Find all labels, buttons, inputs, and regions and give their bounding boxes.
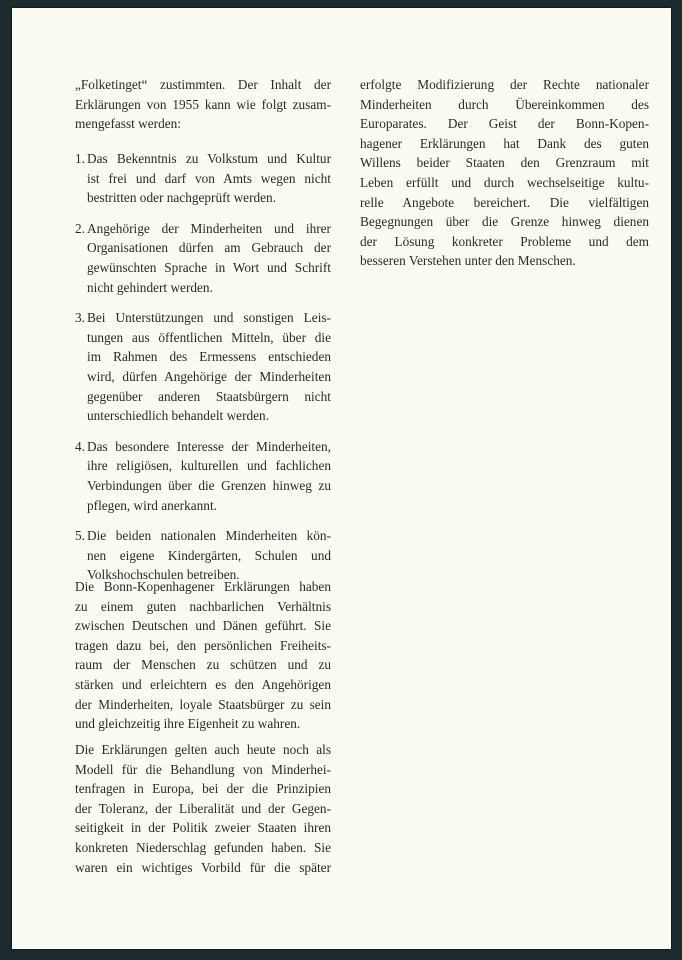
list-item: [75, 437, 331, 515]
document-page: [12, 8, 671, 949]
text-line: konkreten Niederschlag gefunden haben. Sie: [75, 839, 331, 855]
text-line: relle Angebote bereichert. Die vielfältigen: [360, 194, 649, 210]
text-line: seitigkeit in der Politik zweier Staaten ihren: [75, 820, 331, 836]
paragraph-relations: [75, 577, 331, 734]
text-line: erfolgte Modifizierung der Rechte nationaler: [360, 77, 649, 92]
text-line: gewünschten Sprache in Wort und Schrift: [87, 259, 331, 275]
right-column-paragraph: [360, 75, 649, 271]
list-number: 4.: [75, 438, 85, 454]
text-line: hagener Erklärungen hat Dank des guten: [360, 135, 649, 151]
text-line: besseren Verstehen unter den Menschen.: [360, 253, 576, 269]
text-line: Leben erfüllt und durch wechselseitige kultu-: [360, 174, 649, 190]
text-line: unterschiedlich behandelt werden.: [87, 408, 270, 424]
text-line: Das Bekenntnis zu Volkstum und Kultur: [87, 151, 331, 166]
text-line: der Toleranz, der Liberalität und der Gegen-: [75, 800, 331, 816]
text-line: Organisationen dürfen am Gebrauch der: [87, 240, 331, 256]
list-number: 3.: [75, 310, 85, 326]
text-line: Verbindungen über die Grenzen hinweg zu: [87, 477, 331, 493]
text-line: Bei Unterstützungen und sonstigen Leis-: [87, 310, 331, 326]
list-item: [75, 219, 331, 297]
text-line: Europarates. Der Geist der Bonn-Kopen-: [360, 116, 649, 132]
text-line: zu einem guten nachbarlichen Verhältnis: [75, 598, 331, 614]
text-line: der Lösung konkreter Probleme und dem: [360, 233, 649, 249]
text-line: Die Bonn-Kopenhagener Erklärungen haben: [75, 579, 331, 594]
text-line: tungen aus öffentlichen Mitteln, über die: [87, 329, 331, 345]
text-line: ist frei und darf von Amts wegen nicht: [87, 170, 331, 186]
text-line: Die Erklärungen gelten auch heute noch als: [75, 742, 331, 757]
text-line: stärken und erleichtern es den Angehörigen: [75, 676, 331, 692]
text-line: zwischen Deutschen und Dänen geführt. Sie: [75, 618, 331, 634]
list-number: 2.: [75, 220, 85, 236]
text-line: tenfragen in Europa, bei der die Prinzipien: [75, 781, 331, 797]
intro-paragraph: [75, 75, 331, 134]
text-line: Modell für die Behandlung von Minderhei-: [75, 761, 331, 777]
text-line: gegenüber anderen Staatsbürgern nicht: [87, 388, 331, 404]
text-line: „Folketinget“ zustimmten. Der Inhalt der: [75, 77, 331, 92]
text-line: Minderheiten durch Übereinkommen des: [360, 96, 649, 112]
list-item: [75, 149, 331, 208]
list-number: 5.: [75, 528, 85, 544]
text-line: Das besondere Interesse der Minderheiten,: [87, 438, 331, 454]
text-line: ihre religiösen, kulturellen und fachlichen: [87, 458, 331, 474]
text-line: im Rahmen des Ermessens entschieden: [87, 349, 331, 365]
text-line: raum der Menschen zu schützen und zu: [75, 657, 331, 673]
text-line: und gleichzeitig ihre Eigenheit zu wahren.: [75, 716, 301, 732]
text-line: nicht gehindert werden.: [87, 279, 213, 295]
text-line: tragen dazu bei, den persönlichen Freiheits-: [75, 637, 331, 653]
text-line: der Minderheiten, loyale Staatsbürger zu sein: [75, 696, 331, 712]
text-line: wird, dürfen Angehörige der Minderheiten: [87, 368, 331, 384]
text-line: Erklärungen von 1955 kann wie folgt zusam-: [75, 96, 331, 112]
text-line: waren ein wichtiges Vorbild für die später: [75, 859, 331, 875]
text-line: Volkshochschulen betreiben.: [87, 567, 240, 583]
numbered-list: [75, 149, 331, 585]
text-line: nen eigene Kindergärten, Schulen und: [87, 547, 331, 563]
list-number: 1.: [75, 151, 85, 166]
text-line: pflegen, wird anerkannt.: [87, 497, 217, 513]
text-line: mengefasst werden:: [75, 116, 181, 132]
text-line: Die beiden nationalen Minderheiten kön-: [87, 528, 331, 544]
list-item: [75, 308, 331, 426]
paragraph-model: [75, 740, 331, 877]
text-line: Begegnungen über die Grenze hinweg dienen: [360, 214, 649, 230]
text-line: Angehörige der Minderheiten und ihrer: [87, 220, 331, 236]
text-line: Willens beider Staaten den Grenzraum mit: [360, 155, 649, 171]
text-line: bestritten oder nachgeprüft werden.: [87, 190, 277, 206]
